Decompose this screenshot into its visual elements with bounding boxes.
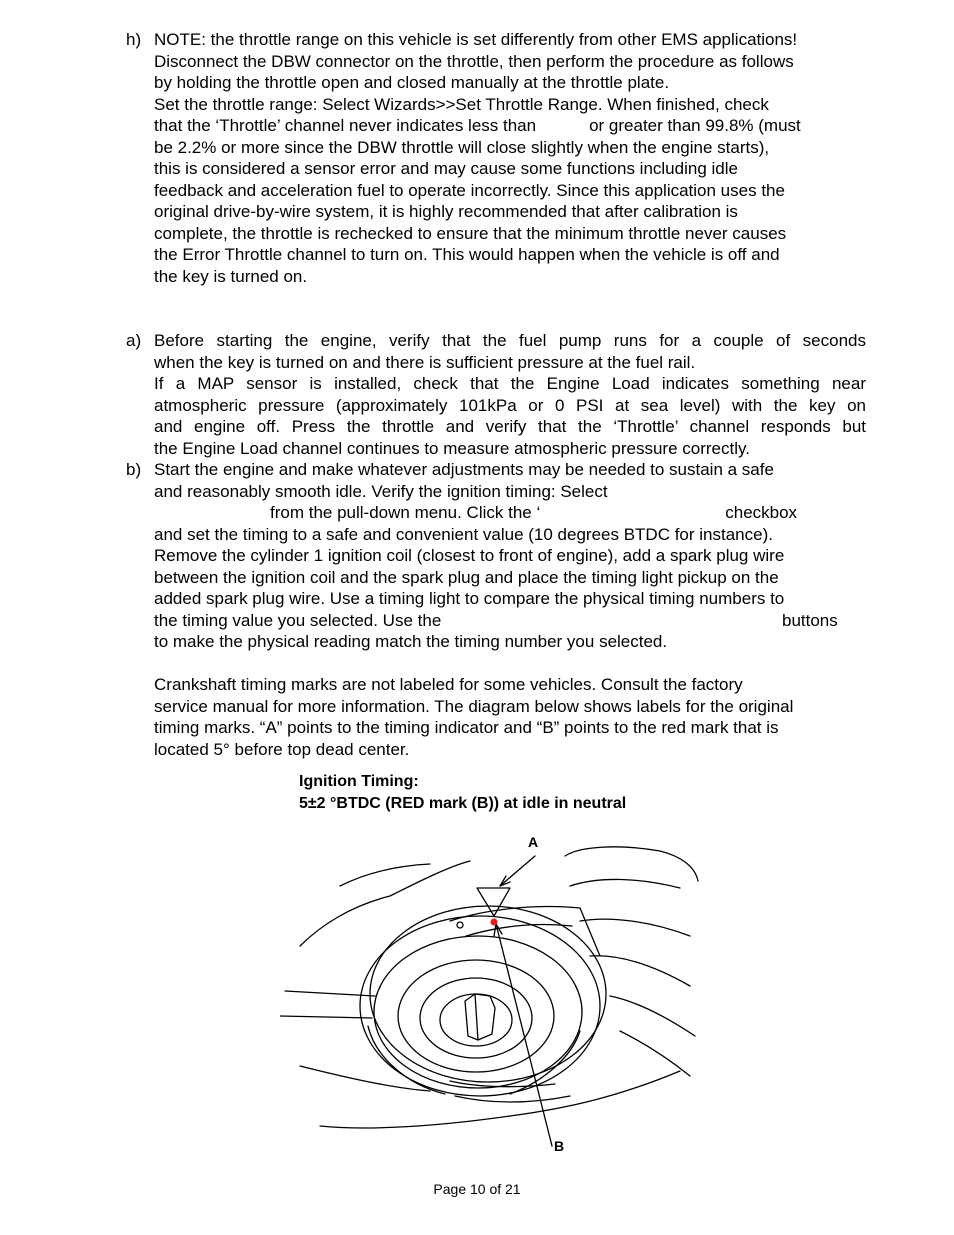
figure-title-line2: 5±2 °BTDC (RED mark (B)) at idle in neutral xyxy=(299,795,627,812)
text-line: Remove the cylinder 1 ignition coil (closest to front of engine), add a spark plug wire xyxy=(154,546,785,565)
text-line: to make the physical reading match the timing number you selected. xyxy=(154,632,668,651)
text-line: the Error Throttle channel to turn on. This would happen when the vehicle is off and xyxy=(154,245,780,264)
belt xyxy=(450,907,600,956)
list-item-b xyxy=(126,459,866,653)
timing-notch xyxy=(457,922,463,928)
label-a: A xyxy=(528,834,539,850)
pulley-rim-back xyxy=(370,906,606,1082)
text-fragment: that the ‘Throttle’ channel never indicates less than xyxy=(154,116,537,135)
text-line: located 5° before top dead center. xyxy=(154,739,410,759)
engine-outline xyxy=(610,996,695,1036)
text-line: If a MAP sensor is installed, check that the Engine Load indicates something near xyxy=(154,374,866,393)
text-line: when the key is turned on and there is sufficient pressure at the fuel rail. xyxy=(154,352,696,372)
text-line: the Engine Load channel continues to measure atmospheric pressure correctly. xyxy=(154,438,750,458)
list-item-h xyxy=(126,29,866,287)
list-marker: h) xyxy=(126,30,142,49)
list-marker: a) xyxy=(126,331,142,350)
engine-outline xyxy=(580,919,690,936)
text-line: Crankshaft timing marks are not labeled for some vehicles. Consult the factory xyxy=(154,675,743,694)
text-line-with-gap xyxy=(154,610,866,632)
engine-outline xyxy=(280,1016,372,1018)
text-line: and reasonably smooth idle. Verify the ignition timing: Select xyxy=(154,481,608,501)
text-fragment: buttons xyxy=(782,610,838,630)
text-line: and engine off. Press the throttle and verify that the ‘Throttle’ channel responds but xyxy=(154,417,866,436)
red-timing-mark xyxy=(491,919,498,926)
text-fragment: checkbox xyxy=(725,503,798,522)
text-line-with-gap xyxy=(154,502,866,524)
belt xyxy=(466,924,572,936)
label-b: B xyxy=(554,1138,565,1154)
text-line: added spark plug wire. Use a timing light to compare the physical timing numbers to xyxy=(154,589,785,608)
text-line: the key is turned on. xyxy=(154,266,308,286)
text-line: Before starting the engine, verify that the fuel pump runs for a couple of seconds xyxy=(154,331,866,350)
text-fragment: or greater than 99.8% (must xyxy=(589,116,801,135)
text-line: Disconnect the DBW connector on the throttle, then perform the procedure as follows xyxy=(154,51,794,71)
text-line: original drive-by-wire system, it is highly recommended that after calibration is xyxy=(154,202,738,221)
text-line: by holding the throttle open and closed manually at the throttle plate. xyxy=(154,73,670,92)
text-line: between the ignition coil and the spark plug and place the timing light pickup on the xyxy=(154,567,779,587)
text-fragment: the timing value you selected. Use the xyxy=(154,610,442,630)
pulley-bolt xyxy=(465,994,495,1040)
text-line: this is considered a sensor error and may cause some functions including idle xyxy=(154,159,738,178)
engine-outline xyxy=(620,1031,690,1076)
engine-outline xyxy=(565,847,698,881)
text-line: NOTE: the throttle range on this vehicle is set differently from other EMS applications! xyxy=(154,30,798,49)
engine-outline xyxy=(455,1096,570,1102)
text-line: atmospheric pressure (approximately 101kPa or 0 PSI at sea level) with the key on xyxy=(154,395,866,415)
text-line: timing marks. “A” points to the timing indicator and “B” points to the red mark that is xyxy=(154,718,779,737)
engine-outline xyxy=(320,1071,680,1128)
figure-title-line1: Ignition Timing: xyxy=(299,773,419,790)
page-number: Page 10 of 21 xyxy=(433,1181,521,1197)
pulley-bolt-edge xyxy=(475,994,478,1040)
crankshaft-pulley-illustration xyxy=(280,826,700,1156)
text-line-with-gap xyxy=(154,115,866,137)
text-line: be 2.2% or more since the DBW throttle will close slightly when the engine starts), xyxy=(154,137,770,157)
text-line: Start the engine and make whatever adjustments may be needed to sustain a safe xyxy=(154,460,774,479)
pulley-face xyxy=(374,936,582,1088)
text-line: complete, the throttle is rechecked to ensure that the minimum throttle never causes xyxy=(154,223,787,243)
text-line: and set the timing to a safe and convenient value (10 degrees BTDC for instance). xyxy=(154,524,773,544)
text-fragment: from the pull-down menu. Click the ‘ xyxy=(270,503,541,522)
leader-line-b xyxy=(496,924,552,1146)
leader-line-a xyxy=(500,856,535,886)
engine-outline xyxy=(570,879,680,888)
crankshaft-paragraph xyxy=(154,674,866,760)
text-line: Set the throttle range: Select Wizards>>Set Throttle Range. When finished, check xyxy=(154,94,769,114)
text-line: service manual for more information. The diagram below shows labels for the original xyxy=(154,696,794,716)
engine-outline xyxy=(300,861,470,946)
text-line: feedback and acceleration fuel to operate incorrectly. Since this application uses the xyxy=(154,180,785,200)
timing-indicator xyxy=(477,888,510,916)
list-item-a xyxy=(126,330,866,459)
list-marker: b) xyxy=(126,460,142,479)
figure-title xyxy=(299,771,626,815)
